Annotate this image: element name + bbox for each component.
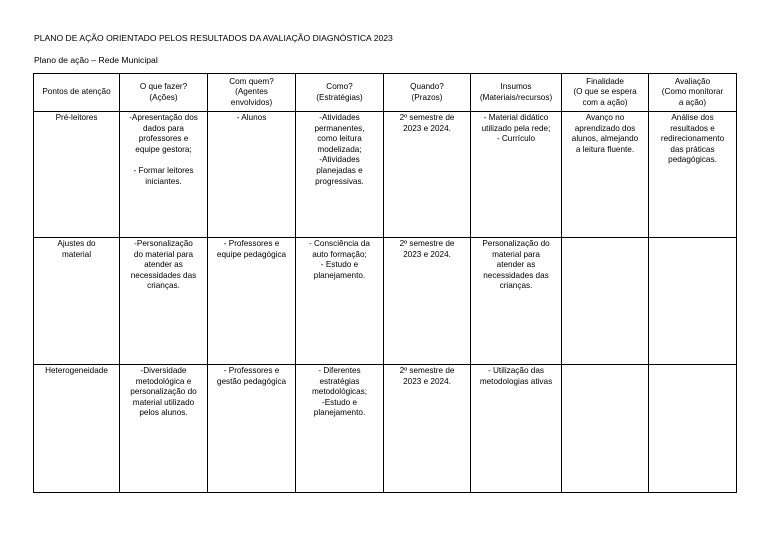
header-o-que-fazer: O que fazer? (Ações): [120, 74, 208, 112]
table-cell: - Professores e gestão pedagógica: [208, 365, 296, 493]
document-title: PLANO DE AÇÃO ORIENTADO PELOS RESULTADOS DA AVALIAÇÃO DIAGNÓSTICA 2023: [34, 33, 393, 43]
table-row: [34, 112, 737, 238]
table-cell: Heterogeneidade: [34, 365, 120, 493]
table-cell: - Material didático utilizado pela rede; - Currículo: [471, 112, 562, 238]
document-subtitle: Plano de ação – Rede Municipal: [34, 55, 158, 65]
header-quando: Quando? (Prazos): [384, 74, 471, 112]
table-cell: [562, 238, 649, 365]
table-cell: - Professores e equipe pedagógica: [208, 238, 296, 365]
header-pontos-de-atencao: Pontos de atenção: [34, 74, 120, 112]
table-cell: Pré-leitores: [34, 112, 120, 238]
table-cell: - Diferentes estratégias metodológicas; -Estudo e planejamento.: [296, 365, 384, 493]
table-row: [34, 365, 737, 493]
table-cell: -Diversidade metodológica e personalização do material utilizado pelos alunos.: [120, 365, 208, 493]
table-cell: [649, 238, 737, 365]
table-cell: -Personalização do material para atender as necessidades das crianças.: [120, 238, 208, 365]
table-cell: -Apresentação dos dados para professores e equipe gestora; - Formar leitores iniciantes.: [120, 112, 208, 238]
header-avaliacao: Avaliação (Como monitorar a ação): [649, 74, 737, 112]
table-cell: Ajustes do material: [34, 238, 120, 365]
table-cell: -Atividades permanentes, como leitura modelizada; -Atividades planejadas e progressivas.: [296, 112, 384, 238]
table-cell: Avanço no aprendizado dos alunos, almejando a leitura fluente.: [562, 112, 649, 238]
action-plan-table: [33, 73, 737, 493]
table-cell: Análise dos resultados e redirecionamento das práticas pedagógicas.: [649, 112, 737, 238]
table-cell: [649, 365, 737, 493]
table-cell: - Alunos: [208, 112, 296, 238]
table-cell: 2º semestre de 2023 e 2024.: [384, 238, 471, 365]
table-cell: 2º semestre de 2023 e 2024.: [384, 112, 471, 238]
table-cell: - Consciência da auto formação; - Estudo e planejamento.: [296, 238, 384, 365]
table-header-row: [34, 74, 737, 112]
table-row: [34, 238, 737, 365]
header-com-quem: Com quem? (Agentes envolvidos): [208, 74, 296, 112]
table-cell: Personalização do material para atender as necessidades das crianças.: [471, 238, 562, 365]
table-cell: - Utilização das metodologias ativas: [471, 365, 562, 493]
table-cell: 2º semestre de 2023 e 2024.: [384, 365, 471, 493]
header-insumos: Insumos (Materiais/recursos): [471, 74, 562, 112]
table-cell: [562, 365, 649, 493]
header-como: Como? (Estratégias): [296, 74, 384, 112]
header-finalidade: Finalidade (O que se espera com a ação): [562, 74, 649, 112]
